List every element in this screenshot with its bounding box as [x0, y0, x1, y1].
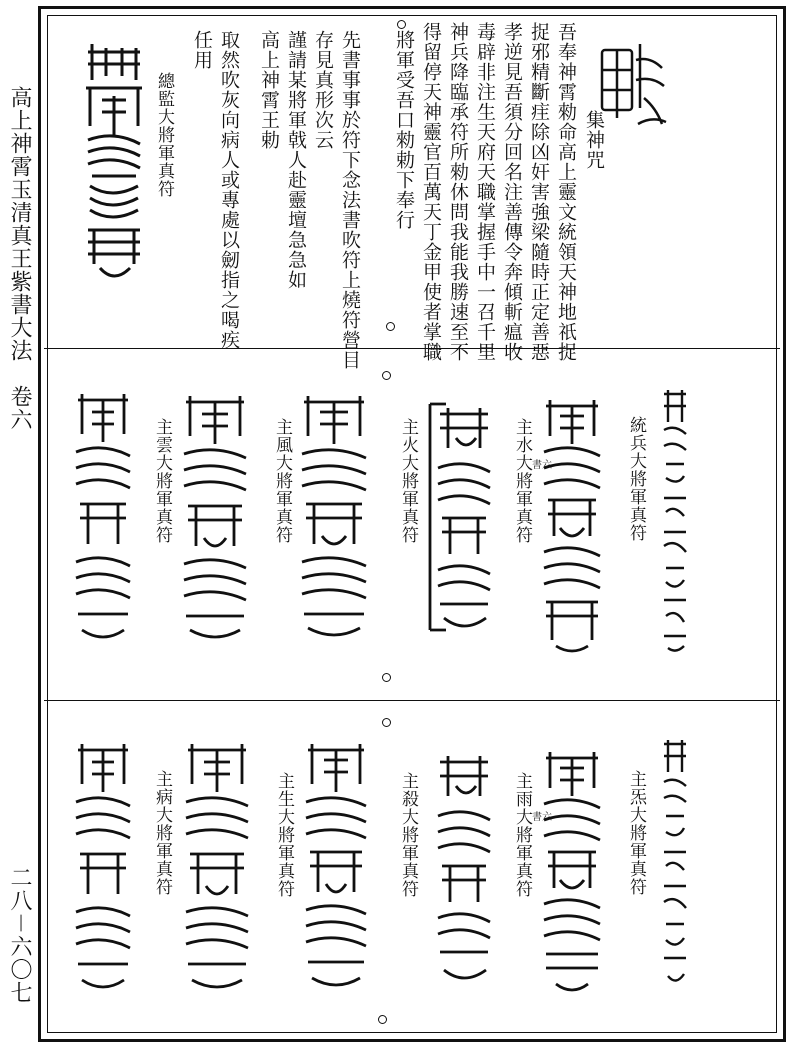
talisman-yu-side [426, 746, 494, 996]
talisman-huo [296, 392, 372, 644]
punctuation-circle [386, 322, 395, 331]
talisman-caption: 主水大將軍真符 [512, 418, 532, 544]
text-column: 任用 [191, 30, 213, 70]
punctuation-circle [378, 1015, 387, 1024]
talisman-caption: 主殺大將軍真符 [398, 772, 418, 898]
talisman-bing [72, 740, 134, 996]
punctuation-circle [382, 371, 391, 380]
running-title: 高上神霄玉清真王紫書大法 卷六 [7, 86, 32, 431]
tiny-annotation: 書六 [532, 460, 552, 471]
section-divider-top [44, 348, 780, 349]
text-column: 先書事事於符下念法書吹符上燒符營目 [339, 30, 361, 370]
talisman-shui-main [540, 396, 604, 656]
page-number: 二八－六〇七 [7, 866, 32, 1005]
section-divider-bottom [44, 700, 780, 701]
talisman-caption: 主病大將軍真符 [152, 770, 172, 896]
talisman-caption: 主火大將軍真符 [398, 418, 418, 544]
text-column: 孝逆見吾須分回名注善傳令奔傾斬瘟收 [501, 22, 523, 362]
text-column: 吾奉神霄勑命高上靈文統領天神地祇捉 [555, 22, 577, 362]
talisman-shui-side [426, 398, 494, 648]
talisman-sheng [182, 740, 252, 996]
text-column: 高上神霄王勅 [258, 30, 280, 150]
talisman-yun [72, 390, 134, 646]
text-column: 取然吹灰向病人或專處以劒指之喝疾 [218, 30, 240, 350]
talisman-caption: 主風大將軍真符 [272, 418, 292, 544]
text-column: 毒辟非注生天府天職掌握手中一召千里 [474, 22, 496, 362]
talisman-caption: 總監大將軍真符 [154, 72, 174, 198]
text-column: 神兵降臨承符所勑休問我能我勝速至不 [447, 22, 469, 362]
talisman-caption: 統兵大將軍真符 [626, 416, 646, 542]
incantation-heading: 集神咒 [583, 110, 605, 170]
tiny-annotation: 書六 [532, 812, 552, 823]
talisman-caption: 主雲大將軍真符 [152, 418, 172, 544]
talisman-caption: 主生大將軍真符 [274, 772, 294, 898]
punctuation-circle [382, 718, 391, 727]
punctuation-circle [382, 673, 391, 682]
text-column: 謹請某將軍戟人赴靈壇急急如 [285, 30, 307, 290]
talisman-qi [660, 736, 690, 992]
talisman-caption: 主炁大將軍真符 [626, 770, 646, 896]
large-seal-glyph [596, 38, 668, 130]
talisman-feng [180, 392, 250, 644]
talisman-yu-main [540, 748, 604, 998]
text-column: 得留停天神靈官百萬天丁金甲使者掌職 [420, 22, 442, 362]
talisman-sha [300, 740, 372, 996]
text-column: 捉邪精斷疰除凶奸害強梁隨時正定善惡 [528, 22, 550, 362]
talisman-zongjian [82, 40, 146, 290]
text-column: 存見真形次云 [312, 30, 334, 150]
punctuation-circle [397, 20, 406, 29]
talisman-caption: 主雨大將軍真符 [512, 772, 532, 898]
text-column: 將軍受吾口勑勅下奉行 [393, 30, 415, 230]
talisman-tongbing [660, 386, 690, 656]
